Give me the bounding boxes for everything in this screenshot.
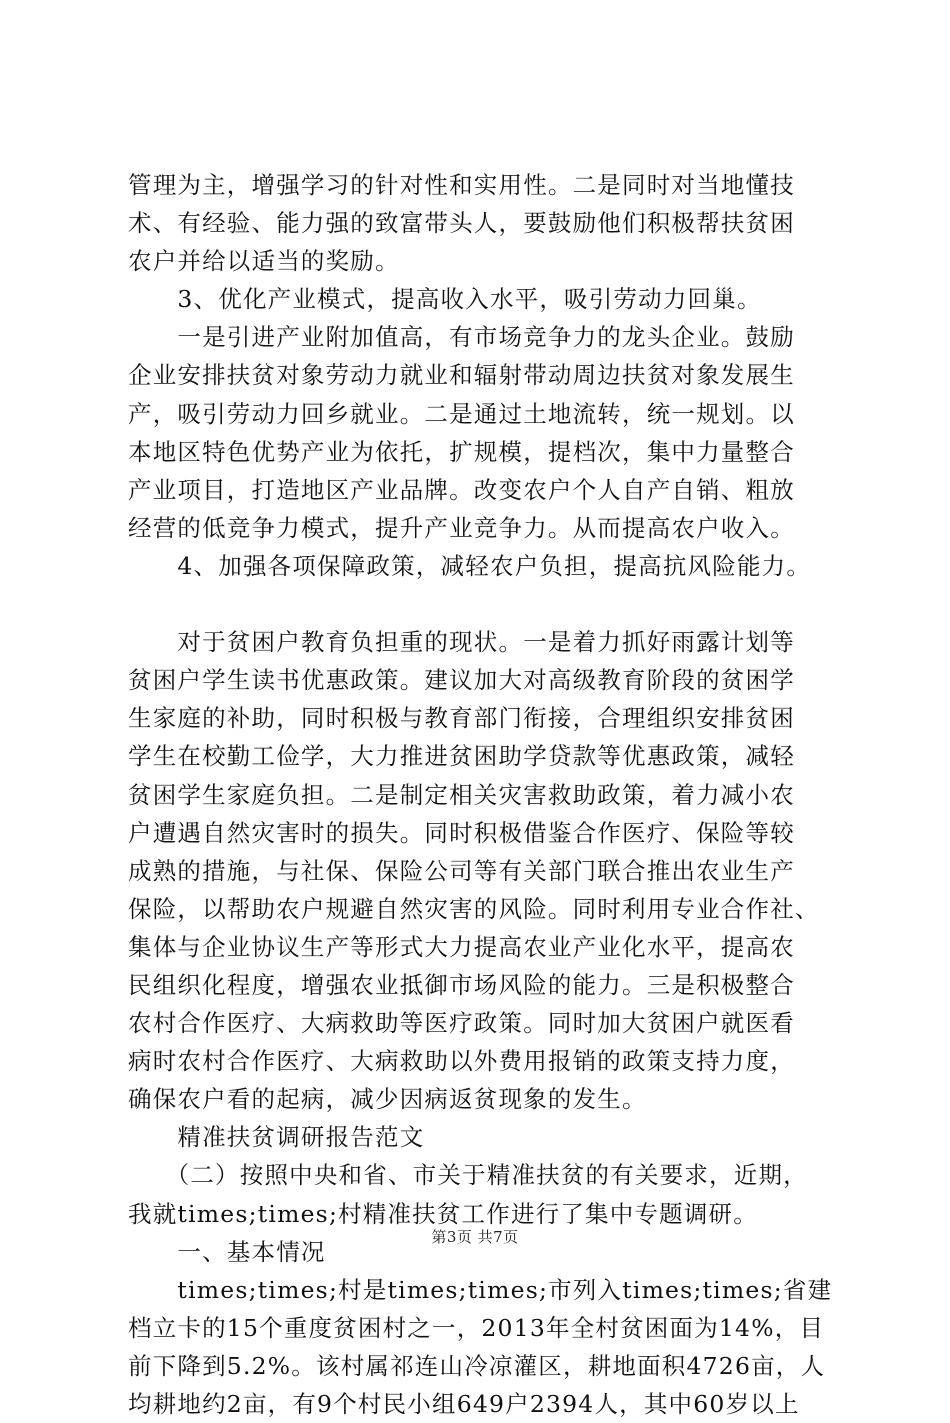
text-line: 经营的低竞争力模式，提升产业竞争力。从而提高农户收入。 (128, 513, 795, 542)
text-line: 本地区特色优势产业为依托，扩规模，提档次，集中力量整合 (128, 437, 795, 466)
text-line: 集体与企业协议生产等形式大力提高农业产业化水平，提高农 (128, 932, 795, 961)
text-line: （二）按照中央和省、市关于精准扶贫的有关要求，近期， (128, 1161, 808, 1190)
text-line: 档立卡的15个重度贫困村之一，2013年全村贫困面为14%，目 (128, 1313, 825, 1342)
report-title: 精准扶贫调研报告范文 (128, 1123, 425, 1152)
section-heading-basic: 一、基本情况 (128, 1237, 326, 1266)
blank-line (128, 585, 836, 623)
text-line: 企业安排扶贫对象劳动力就业和辐射带动周边扶贫对象发展生 (128, 361, 795, 390)
section-heading-3: 3、优化产业模式，提高收入水平，吸引劳动力回巢。 (128, 285, 762, 314)
text-line: 确保农户看的起病，减少因病返贫现象的发生。 (128, 1085, 647, 1114)
text-line: 前下降到5.2%。该村属祁连山冷凉灌区，耕地面积4726亩，人 (128, 1351, 826, 1380)
text-line: 产，吸引劳动力回乡就业。二是通过土地流转，统一规划。以 (128, 399, 795, 428)
text-line: 一是引进产业附加值高，有市场竞争力的龙头企业。鼓励 (128, 323, 795, 352)
section-heading-4: 4、加强各项保障政策，减轻农户负担，提高抗风险能力。 (128, 551, 812, 580)
text-line: 民组织化程度，增强农业抵御市场风险的能力。三是积极整合 (128, 970, 795, 999)
text-line: 病时农村合作医疗、大病救助以外费用报销的政策支持力度， (128, 1047, 795, 1076)
text-line: 贫困学生家庭负担。二是制定相关灾害救助政策，着力减小农 (128, 780, 795, 809)
text-line: 户遭遇自然灾害时的损失。同时积极借鉴合作医疗、保险等较 (128, 818, 795, 847)
text-line: 对于贫困户教育负担重的现状。一是着力抓好雨露计划等 (128, 628, 795, 657)
text-line: 均耕地约2亩，有9个村民小组649户2394人，其中60岁以上 (128, 1390, 800, 1418)
text-line: 产业项目，打造地区产业品牌。改变农户个人自产自销、粗放 (128, 475, 795, 504)
text-line: 学生在校勤工俭学，大力推进贫困助学贷款等优惠政策，减轻 (128, 742, 795, 771)
page-number-label: 第3页 共7页 (431, 1228, 519, 1246)
text-line: 术、有经验、能力强的致富带头人，要鼓励他们积极帮扶贫困 (128, 209, 795, 238)
text-line: 农户并给以适当的奖励。 (128, 247, 400, 276)
text-line: 贫困户学生读书优惠政策。建议加大对高级教育阶段的贫困学 (128, 666, 795, 695)
text-line: 生家庭的补助，同时积极与教育部门衔接，合理组织安排贫困 (128, 704, 795, 733)
text-line: 管理为主，增强学习的针对性和实用性。二是同时对当地懂技 (128, 171, 795, 199)
page-footer (0, 1226, 950, 1247)
text-line: times;times;村是times;times;市列入times;times;省建 (128, 1275, 833, 1304)
text-line: 我就times;times;村精准扶贫工作进行了集中专题调研。 (128, 1199, 758, 1228)
text-line: 保险，以帮助农户规避自然灾害的风险。同时利用专业合作社、 (128, 894, 820, 923)
text-line: 成熟的措施，与社保、保险公司等有关部门联合推出农业生产 (128, 856, 795, 885)
text-line: 农村合作医疗、大病救助等医疗政策。同时加大贫困户就医看 (128, 1009, 795, 1038)
